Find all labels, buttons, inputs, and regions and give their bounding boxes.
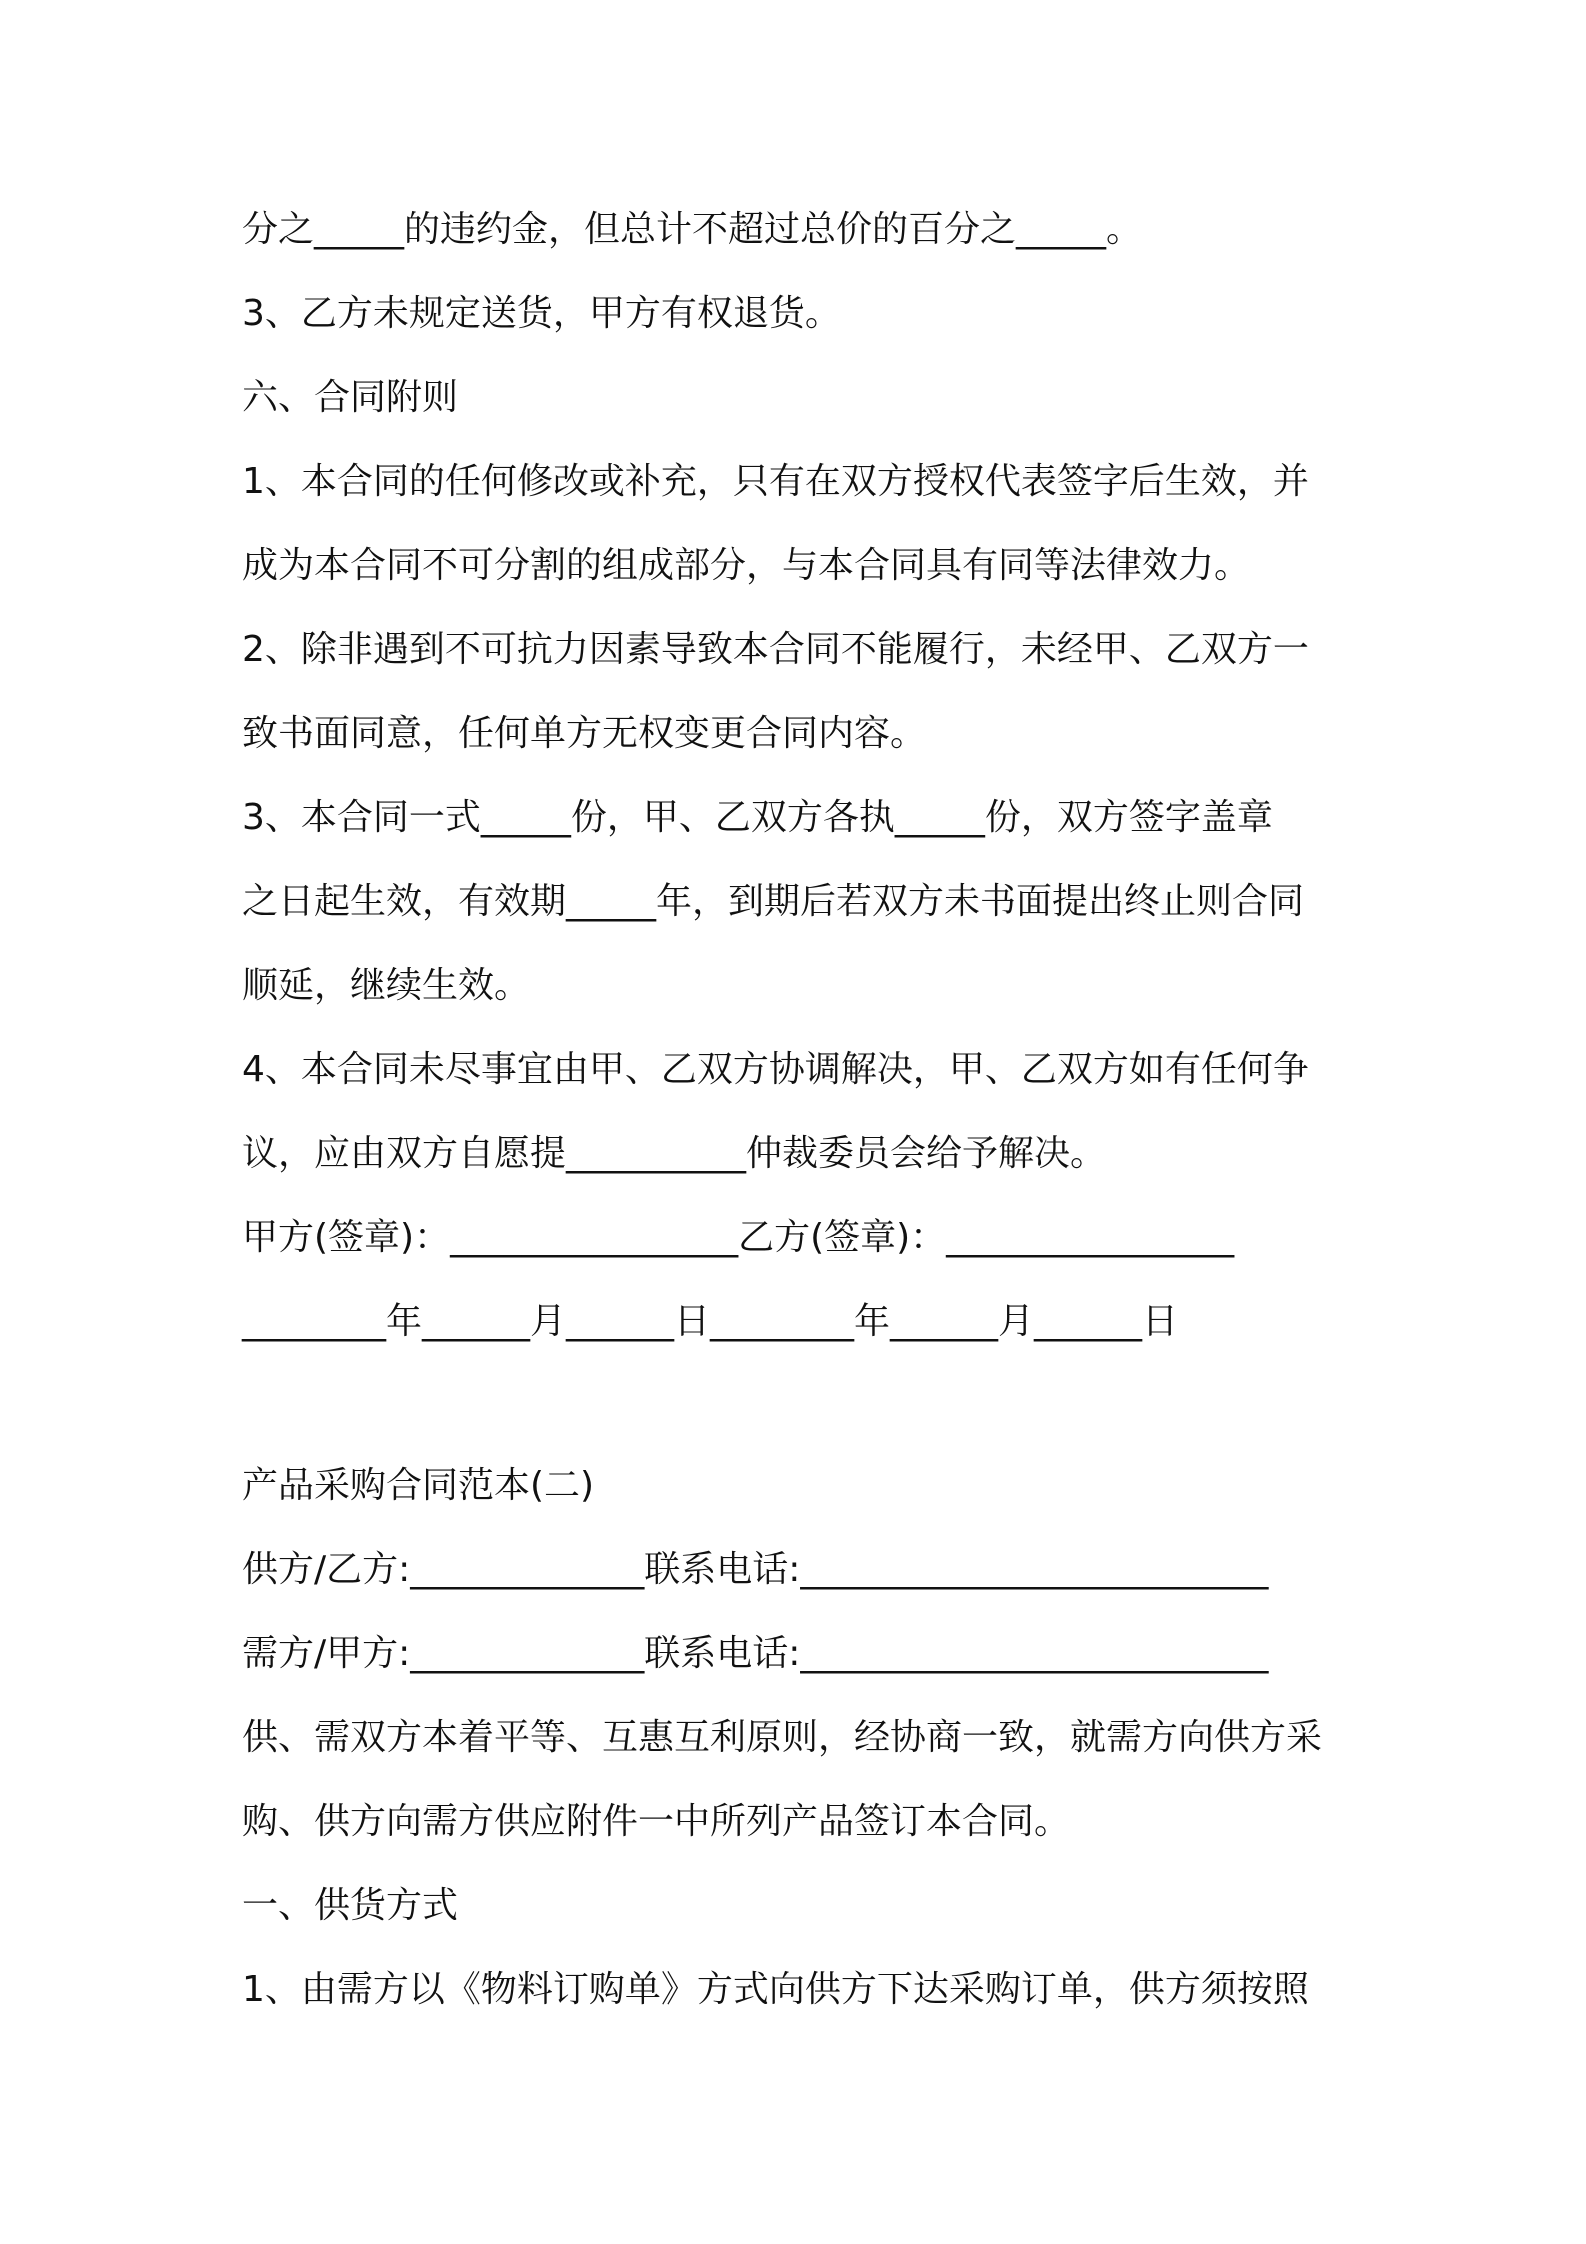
buyer-contact-line: 需方/甲方:_____________联系电话:__________________________ bbox=[242, 1633, 1269, 1674]
text-line-order-method: 1、由需方以《物料订购单》方式向供方下达采购订单，供方须按照 bbox=[242, 1969, 1309, 2010]
text-line-penalty-clause: 分之_____的违约金，但总计不超过总价的百分之_____。 bbox=[242, 209, 1143, 250]
text-line-copies-3: 顺延，继续生效。 bbox=[242, 965, 531, 1006]
supplier-contact-line: 供方/乙方:_____________联系电话:__________________________ bbox=[242, 1549, 1269, 1590]
date-line: ________年______月______日________年______月______日 bbox=[242, 1301, 1178, 1342]
text-line-copies-1: 3、本合同一式_____份，甲、乙双方各执_____份，双方签字盖章 bbox=[242, 797, 1273, 838]
text-line-principle-2: 购、供方向需方供应附件一中所列产品签订本合同。 bbox=[242, 1801, 1071, 1842]
text-line-dispute-1: 4、本合同未尽事宜由甲、乙双方协调解决，甲、乙双方如有任何争 bbox=[242, 1049, 1309, 1090]
text-line-force-majeure-1: 2、除非遇到不可抗力因素导致本合同不能履行，未经甲、乙双方一 bbox=[242, 629, 1309, 670]
text-line-amendment-1: 1、本合同的任何修改或补充，只有在双方授权代表签字后生效，并 bbox=[242, 461, 1309, 502]
text-line-return-clause: 3、乙方未规定送货，甲方有权退货。 bbox=[242, 293, 841, 334]
section-heading-supply-method: 一、供货方式 bbox=[242, 1885, 459, 1926]
section-heading-appendix: 六、合同附则 bbox=[242, 377, 459, 418]
text-line-dispute-2: 议，应由双方自愿提__________仲裁委员会给予解决。 bbox=[242, 1133, 1107, 1174]
text-line-force-majeure-2: 致书面同意，任何单方无权变更合同内容。 bbox=[242, 713, 927, 754]
section-title-contract-two: 产品采购合同范本(二) bbox=[242, 1465, 595, 1506]
text-line-copies-2: 之日起生效，有效期_____年，到期后若双方未书面提出终止则合同 bbox=[242, 881, 1305, 922]
text-line-principle-1: 供、需双方本着平等、互惠互利原则，经协商一致，就需方向供方采 bbox=[242, 1717, 1323, 1758]
text-line-amendment-2: 成为本合同不可分割的组成部分，与本合同具有同等法律效力。 bbox=[242, 545, 1251, 586]
signature-line: 甲方(签章)：________________乙方(签章)：________________ bbox=[242, 1217, 1235, 1258]
